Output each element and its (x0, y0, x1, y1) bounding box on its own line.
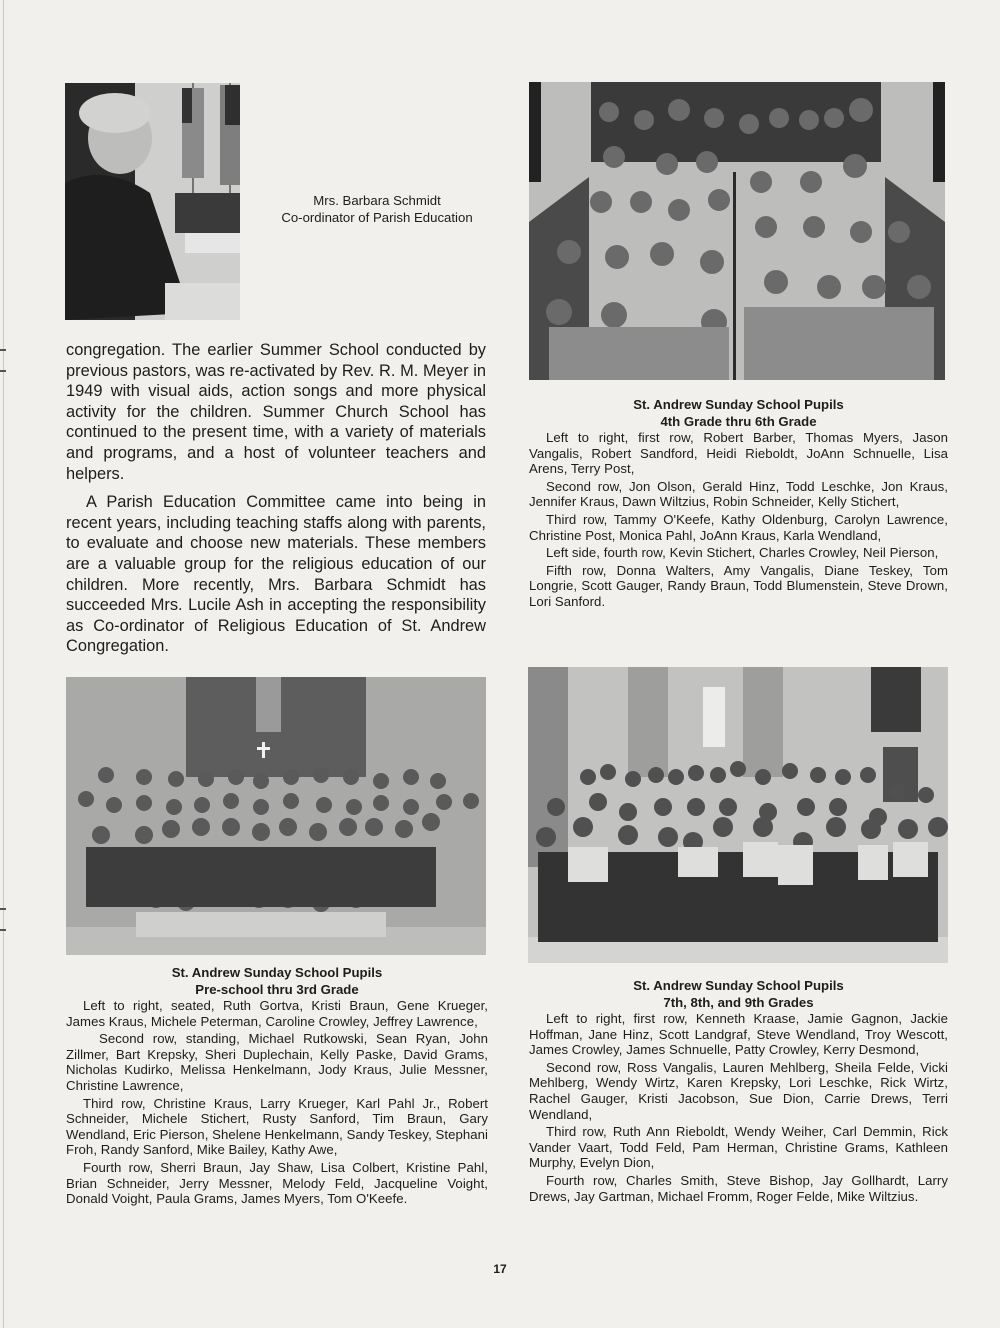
caption-preschool-3 (66, 964, 488, 1209)
caption-row-names: Third row, Ruth Ann Rieboldt, Wendy Weiher, Carl Demmin, Rick Vander Vaart, Todd Feld, Pam Herman, Christine Grams, Kathleen Murphy, Evelyn Dion, (529, 1124, 948, 1171)
caption-subtitle: Pre-school thru 3rd Grade (195, 982, 359, 997)
caption-row-names: Fifth row, Donna Walters, Amy Vangalis, Diane Teskey, Tom Longrie, Scott Gauger, Randy Braun, Todd Blumenstein, Steve Drown, Lori Sanford. (529, 562, 948, 609)
caption-title: St. Andrew Sunday School Pupils (633, 978, 844, 993)
flag-icon (182, 83, 204, 193)
group-photo-preschool-3 (66, 677, 486, 955)
caption-row-names: Left side, fourth row, Kevin Stichert, Charles Crowley, Neil Pierson, (546, 545, 939, 561)
page-number: 17 (493, 1262, 507, 1276)
caption-grades-4-6 (529, 396, 948, 612)
caption-subtitle: 7th, 8th, and 9th Grades (663, 995, 814, 1010)
caption-row-names: Second row, standing, Michael Rutkowski, Sean Ryan, John Zillmer, Bart Krepsky, Sheri Duplechain, Kelly Paske, David Grams, Nicholas Kudirko, Melissa Henkelmann, Jody Kraus, Julie Messner, Christine Lawrence, (66, 1031, 488, 1093)
caption-row-names: Left to right, first row, Robert Barber, Thomas Myers, Jason Vangalis, Robert Sandford, Heidi Rieboldt, JoAnn Schnuelle, Lisa Arens, Terry Post, (529, 430, 948, 477)
staple-mark (0, 370, 6, 372)
caption-row-names: Fourth row, Sherri Braun, Jay Shaw, Lisa Colbert, Kristine Pahl, Brian Schneider, Jerry Messner, Melody Feld, Jacqueline Voight, Donald Voight, Paula Grams, James Myers, Tom O'Keefe. (66, 1159, 488, 1207)
caption-row-names: Third row, Tammy O'Keefe, Kathy Oldenburg, Carolyn Lawrence, Christine Post, Monica Pahl, JoAnn Kraus, Karla Wendland, (529, 511, 948, 543)
caption-subtitle: 4th Grade thru 6th Grade (660, 414, 817, 429)
page-binding-edge (3, 0, 4, 1328)
article-paragraph: congregation. The earlier Summer School conducted by previous pastors, was re-activated by Rev. R. M. Meyer in 1949 with visual aids, action songs and more physical activity for the children. Summer Church School has continued to the present time, with a variety of materials and programs, and a host of volunteer teachers and helpers. (66, 341, 486, 483)
caption-row-names: Third row, Christine Kraus, Larry Krueger, Karl Pahl Jr., Robert Schneider, Michele Stichert, Rusty Sanford, Tim Braun, Gary Wendland, Eric Pierson, Shelene Henkelmann, Sandy Teskey, Stephani Froh, Randy Sanford, Mike Bailey, Kathy Awe, (66, 1095, 488, 1158)
group-photo-grades-4-6 (529, 82, 945, 380)
article-paragraph: A Parish Education Committee came into being in recent years, including teaching staffs along with parents, to evaluate and choose new materials. These members are a valuable group for the religious education of our children. More recently, Mrs. Barbara Schmidt has succeeded Mrs. Lucile Ash in accepting the responsibility as Co-ordinator of Religious Education of St. Andrew Congregation. (66, 493, 486, 656)
caption-row-names: Left to right, first row, Kenneth Kraase, Jamie Gagnon, Jackie Hoffman, Jane Hinz, Scott Landgraf, Steve Wendland, Troy Wescott, James Crowley, James Schnuelle, Patty Crowley, Kerry Desmond, (529, 1011, 948, 1058)
caption-row-names: Fourth row, Charles Smith, Steve Bishop, Jay Gollhardt, Larry Drews, Jay Gartman, Michael Fromm, Roger Felde, Mike Wiltzius. (529, 1172, 948, 1204)
staple-mark (0, 349, 6, 351)
group-photo-grades-7-9 (528, 667, 948, 963)
portrait-caption-name: Mrs. Barbara Schmidt (313, 193, 441, 208)
caption-row-names: Second row, Ross Vangalis, Lauren Mehlberg, Sheila Felde, Vicki Mehlberg, Wendy Wirtz, Karen Krepsky, Lori Leschke, Rick Wirtz, Rachel Gauger, Kristi Jacobson, Sue Dion, Carrie Drews, Terri Wendland, (529, 1059, 948, 1122)
caption-grades-7-9 (529, 977, 948, 1206)
portrait-caption-role: Co-ordinator of Parish Education (281, 210, 473, 225)
flag-icon (220, 83, 240, 193)
caption-row-names: Left to right, seated, Ruth Gortva, Kristi Braun, Gene Krueger, James Kraus, Michele Peterman, Caroline Crowley, Jeffrey Lawrence, (66, 998, 488, 1029)
caption-row-names: Second row, Jon Olson, Gerald Hinz, Todd Leschke, Jon Kraus, Jennifer Kraus, Dawn Wiltzius, Robin Schneider, Kelly Stichert, (529, 478, 948, 510)
portrait-photo (65, 83, 240, 320)
staple-mark (0, 929, 6, 931)
caption-title: St. Andrew Sunday School Pupils (171, 965, 383, 980)
statue-icon (703, 687, 725, 747)
article-body (66, 340, 486, 665)
portrait-caption (262, 192, 492, 226)
staple-mark (0, 908, 6, 910)
caption-title: St. Andrew Sunday School Pupils (633, 397, 844, 412)
